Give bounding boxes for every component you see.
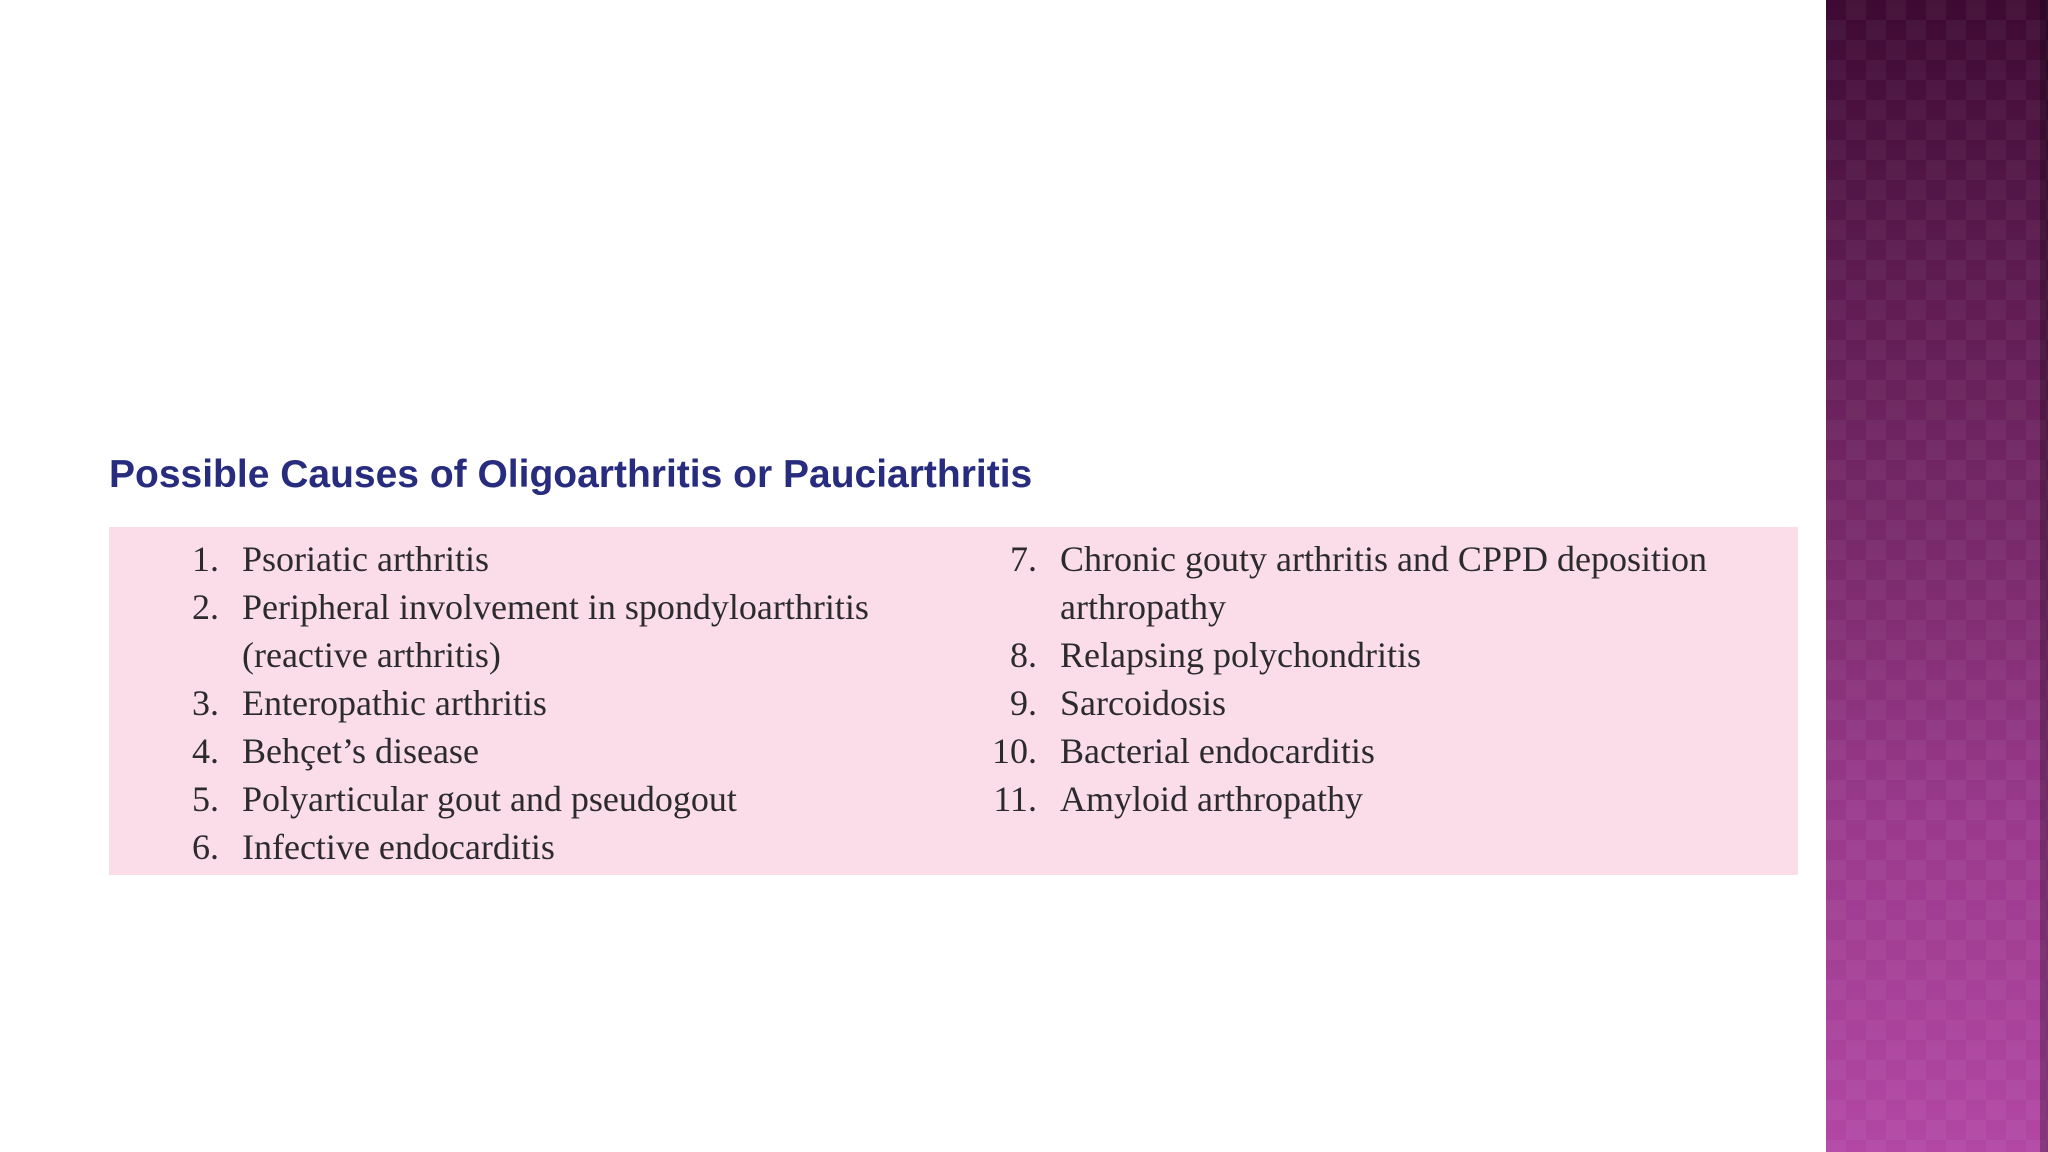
item-text: Polyarticular gout and pseudogout bbox=[242, 779, 737, 819]
item-text: Bacterial endocarditis bbox=[1060, 731, 1375, 771]
item-number: 11. bbox=[993, 779, 1037, 819]
item-text: Psoriatic arthritis bbox=[242, 539, 489, 579]
slide-title: Possible Causes of Oligoarthritis or Pauciarthritis bbox=[109, 453, 1033, 496]
item-text: Behçet’s disease bbox=[242, 731, 479, 771]
item-number: 4. bbox=[192, 731, 219, 771]
item-number: 3. bbox=[192, 683, 219, 723]
item-text: Infective endocarditis bbox=[242, 827, 555, 867]
item-number: 8. bbox=[1010, 635, 1037, 675]
item-number: 1. bbox=[192, 539, 219, 579]
item-text: Enteropathic arthritis bbox=[242, 683, 547, 723]
item-text: Chronic gouty arthritis and CPPD deposition bbox=[1060, 539, 1707, 579]
item-text-continued: arthropathy bbox=[1060, 587, 1226, 627]
side-shadow bbox=[2040, 0, 2048, 1152]
item-number: 2. bbox=[192, 587, 219, 627]
item-text: Amyloid arthropathy bbox=[1060, 779, 1363, 819]
causes-list-panel bbox=[109, 527, 1798, 875]
item-text-continued: (reactive arthritis) bbox=[242, 635, 501, 675]
item-number: 5. bbox=[192, 779, 219, 819]
item-number: 9. bbox=[1010, 683, 1037, 723]
item-text: Peripheral involvement in spondyloarthritis bbox=[242, 587, 869, 627]
item-number: 6. bbox=[192, 827, 219, 867]
item-text: Relapsing polychondritis bbox=[1060, 635, 1421, 675]
decorative-side-band bbox=[1826, 0, 2048, 1152]
item-number: 10. bbox=[992, 731, 1037, 771]
item-text: Sarcoidosis bbox=[1060, 683, 1226, 723]
item-number: 7. bbox=[1010, 539, 1037, 579]
